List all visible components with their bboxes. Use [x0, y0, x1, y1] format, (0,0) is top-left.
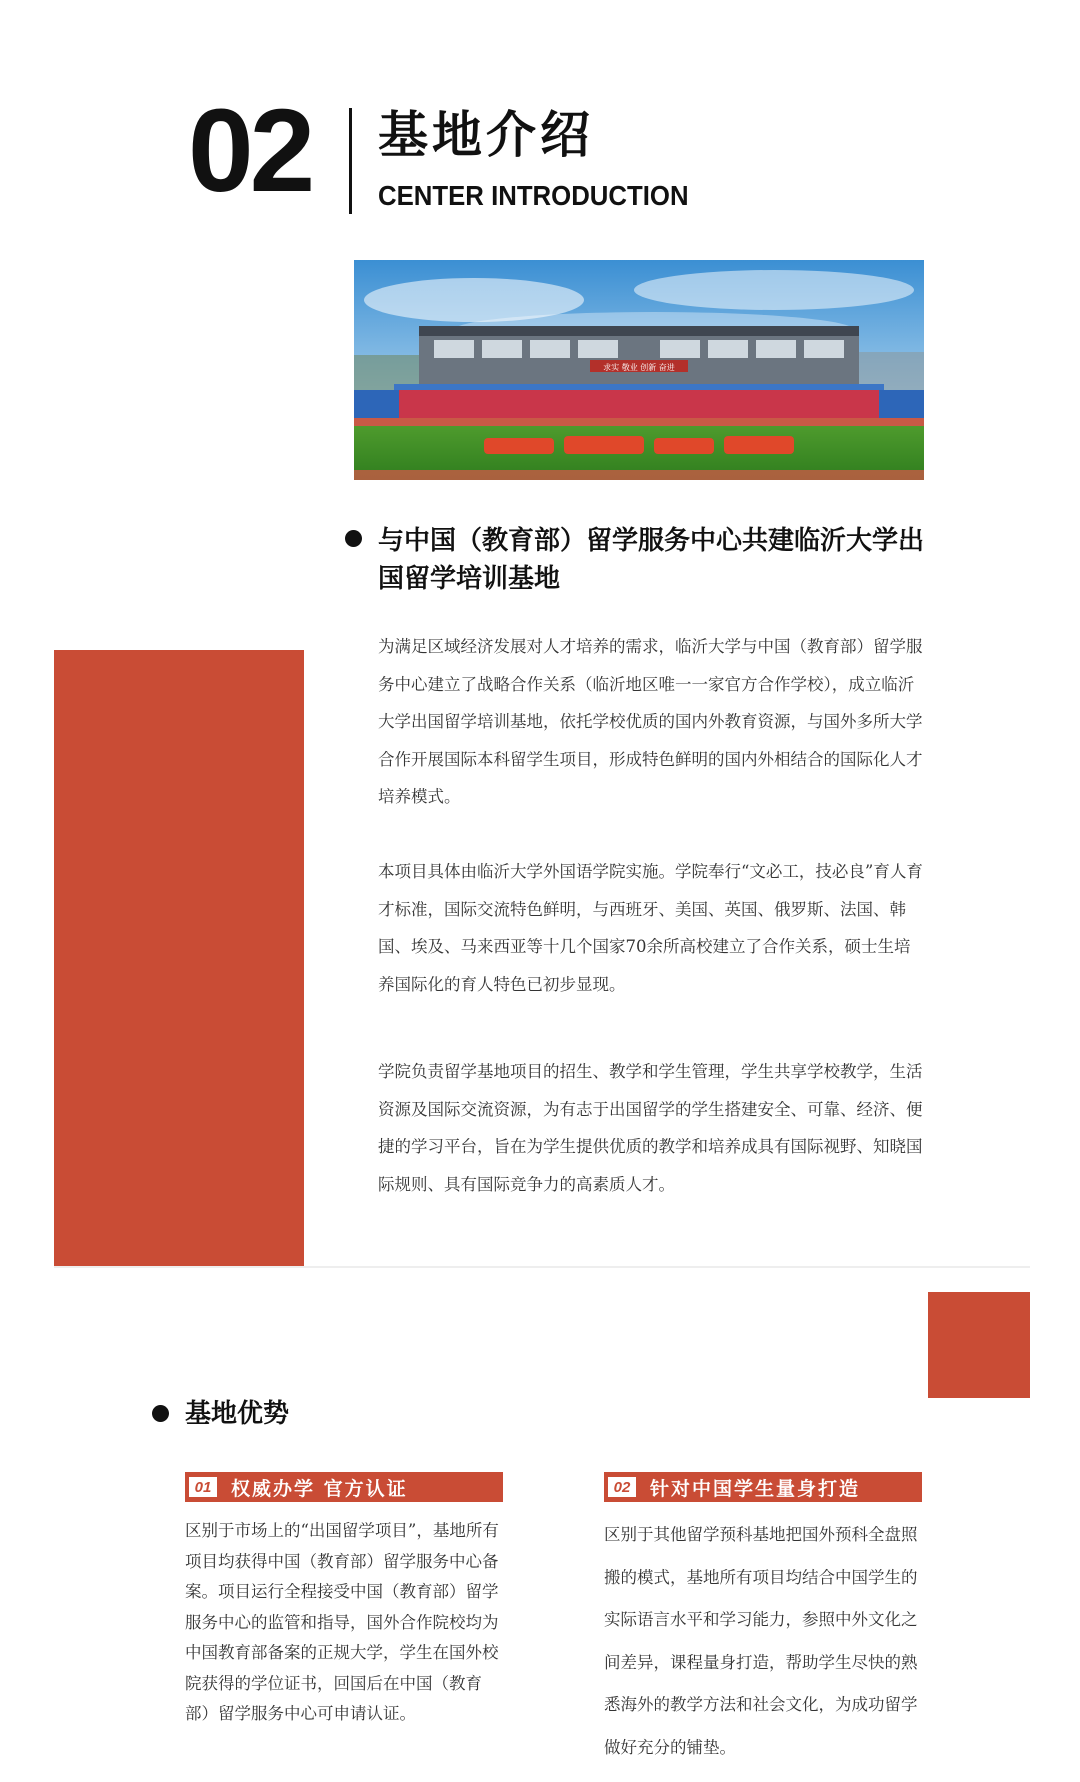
- header-divider: [349, 108, 352, 214]
- advantages-title: 基地优势: [185, 1399, 290, 1429]
- bullet-icon: [345, 530, 362, 547]
- banner-text: 求实 敬业 创新 奋进: [603, 363, 675, 372]
- advantage-label: 针对中国学生量身打造: [650, 1477, 861, 1500]
- advantage-label: 权威办学 官方认证: [231, 1477, 408, 1500]
- intro-paragraph: 为满足区域经济发展对人才培养的需求，临沂大学与中国（教育部）留学服务中心建立了战略合作关系（临沂地区唯一一家官方合作学校），成立临沂大学出国留学培训基地，依托学校优质的国内外教育资源，与国外多所大学合作开展国际本科留学生项目，形成特色鲜明的国内外相结合的国际化人才培养模式。: [378, 637, 923, 806]
- red-accent-block: [54, 650, 304, 1268]
- intro-paragraph: 本项目具体由临沂大学外国语学院实施。学院奉行“文必工，技必良”育人育才标准，国际交流特色鲜明，与西班牙、美国、英国、俄罗斯、法国、韩国、埃及、马来西亚等十几个国家70余所高校建立了合作关系，硕士生培养国际化的育人特色已初步显现。: [378, 862, 923, 994]
- intro-paragraph: 学院负责留学基地项目的招生、教学和学生管理，学生共享学校教学，生活资源及国际交流资源，为有志于出国留学的学生搭建安全、可靠、经济、便捷的学习平台，旨在为学生提供优质的教学和培养成具有国际视野、知晓国际规则、具有国际竞争力的高素质人才。: [378, 1062, 923, 1194]
- stadium-photo: [354, 260, 924, 480]
- advantage-number: 02: [608, 1477, 636, 1497]
- bullet-icon: [152, 1405, 169, 1422]
- section-subtitle: CENTER INTRODUCTION: [378, 180, 689, 211]
- intro-heading: 与中国（教育部）留学服务中心共建临沂大学出国留学培训基地: [378, 526, 925, 594]
- red-accent-square: [928, 1292, 1030, 1398]
- advantage-text: 区别于市场上的“出国留学项目”，基地所有项目均获得中国（教育部）留学服务中心备案。项目运行全程接受中国（教育部）留学服务中心的监管和指导，国外合作院校均为中国教育部备案的正规大学，学生在国外校院获得的学位证书，回国后在中国（教育部）留学服务中心可申请认证。: [185, 1521, 499, 1723]
- section-title: 基地介绍: [378, 106, 594, 164]
- advantage-tag: [185, 1472, 503, 1502]
- advantage-text: 区别于其他留学预科基地把国外预科全盘照搬的模式，基地所有项目均结合中国学生的实际语言水平和学习能力，参照中外文化之间差异，课程量身打造，帮助学生尽快的熟悉海外的教学方法和社会文化，为成功留学做好充分的铺垫。: [604, 1525, 918, 1757]
- section-divider: [54, 1266, 1030, 1268]
- advantage-number: 01: [189, 1477, 217, 1497]
- section-number: 02: [188, 85, 312, 217]
- advantage-tag: [604, 1472, 922, 1502]
